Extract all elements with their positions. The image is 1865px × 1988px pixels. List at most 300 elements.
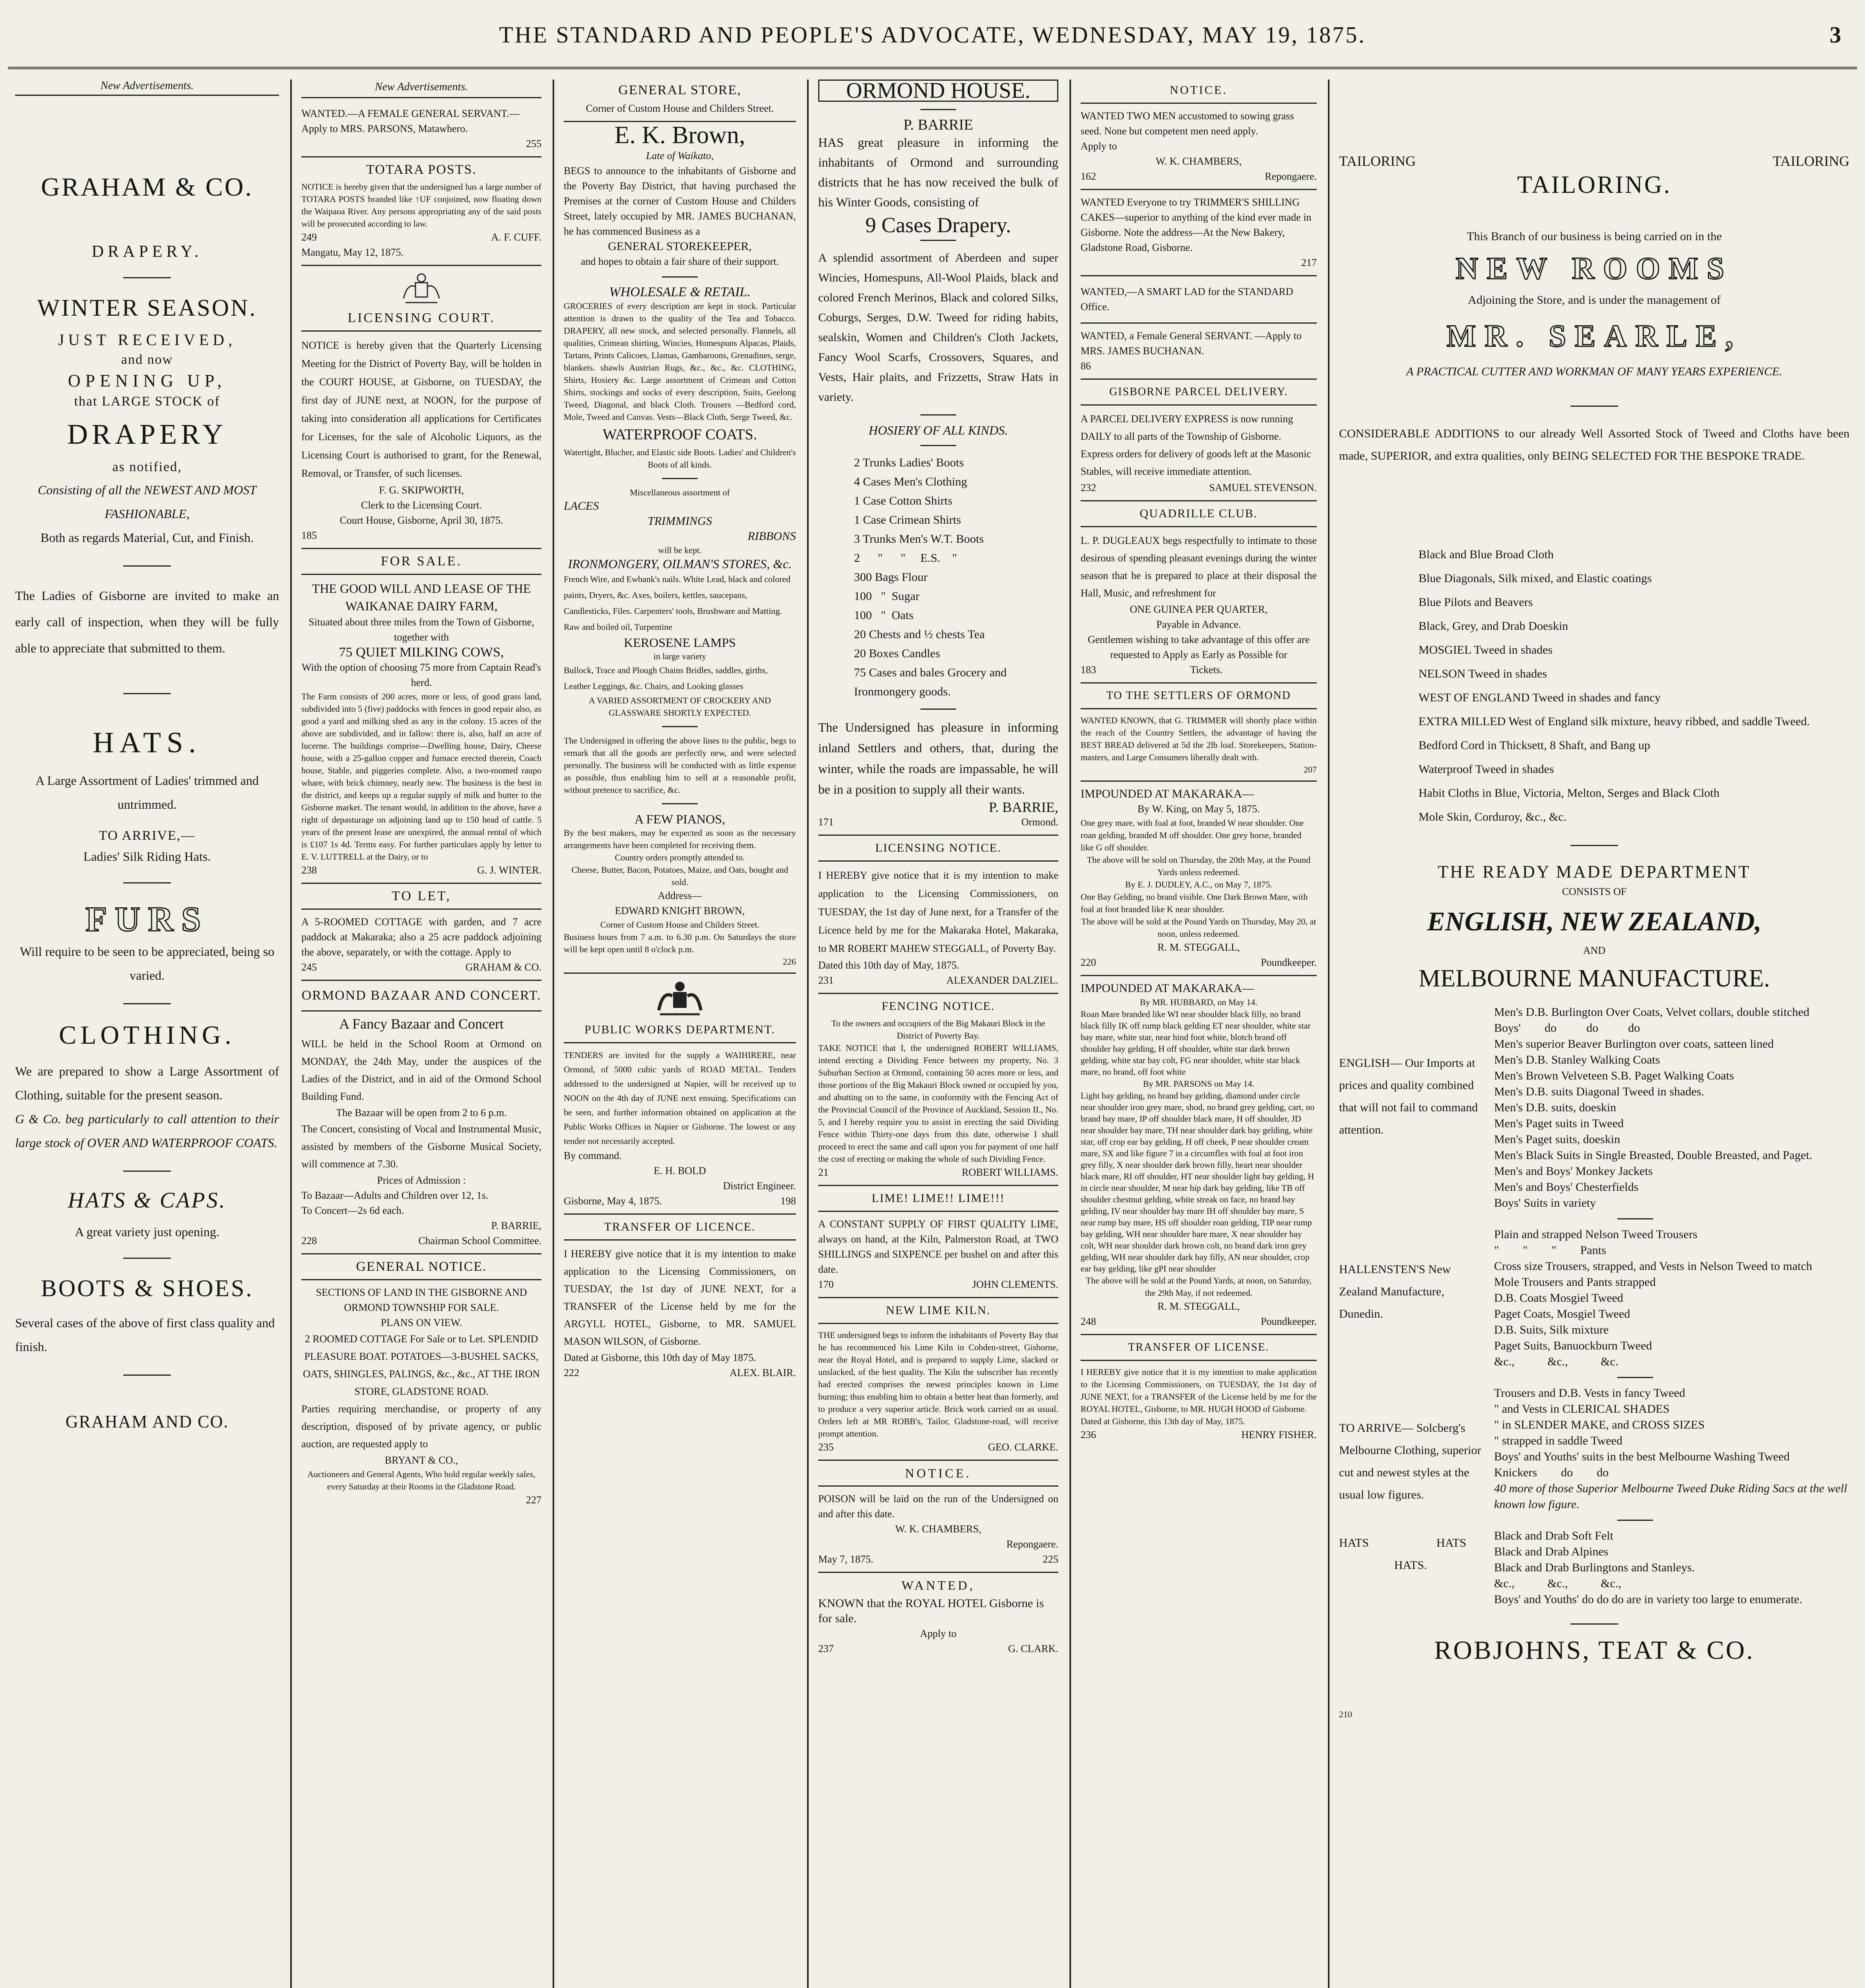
list-item: 4 Cases Men's Clothing [854,475,967,488]
impounded-text: Light bay gelding, no brand bay gelding, diamond under circle near shoulder iron grey mare, shod, no brand grey gelding, cart, no brand bay mare, IP off shoulder black mare, H off shoulder, JD near shoulder bay mare, TH near shoulder dark bay gelding, white star, off crop ear bay gelding, H off cheek, P near shoulder cream mare, SX and like figure 7 in a circumflex with foal at foot iron grey filly, X near shoulder dark brown filly, heart near shoulder black mare, RI off shoulder, HT near shoulder light bay gelding, H in circle near shoulder, M near hip dark bay gelding, like TB off shoulder chestnut gelding, white streak on face, no brand bay gelding, IV near shoulder bay mare IH off shoulder bay mare, S near rump bay mare, HS off shoulder roan gelding, TIP near rump bay gelding, WH near shoulder bare mare, X near shoulder bay colt, WH near shoulder dark brown colt, no brand dark iron grey gelding, WH near shoulder dark bay filly, AN near shoulder, crop ear bay gelding, like gPI near shoulder [1081,1091,1315,1274]
divider [818,1185,1058,1186]
to-let-text: A 5-ROOMED COTTAGE with garden, and 7 acre paddock at Makaraka; also a 25 acre paddock adjoining the above, separately, or with the cottage. Apply to [301,916,541,958]
and-label: AND [1583,945,1606,956]
column-1-graham [8,80,286,1988]
bazaar-concert: The Concert, consisting of Vocal and Instrumental Music, assisted by members of the Gisborne Musical Society, will commence at 7.30. [301,1123,541,1170]
list-item: Paget Coats, Mosgiel Tweed [1494,1307,1630,1320]
store-intro: BEGS to announce to the inhabitants of Gisborne and the Poverty Bay District, that having purchased the Premises at the corner of Custom House and Childers Street, lately occupied by MR. JAMES BUCHANAN, he has commenced Business as a [564,165,796,237]
list-item: Men's superior Beaver Burlington over coats, satteen lined [1494,1037,1774,1050]
list-item: Black and Drab Burlingtons and Stanleys. [1494,1561,1695,1574]
column-rule [1069,80,1071,1988]
general-notice-text-2: Parties requiring merchandise, or property of any description, disposed of by private agency, or public auction, are requested apply to [301,1403,541,1450]
list-item: Bedford Cord in Thicksett, 8 Shaft, and Bang up [1419,739,1650,752]
address-name: EDWARD KNIGHT BROWN, [615,905,745,916]
hats-side [1339,1528,1482,1607]
divider [662,726,698,727]
and-now: and now [121,352,173,367]
ad-number: 21 [818,1167,829,1178]
ad-number: 226 [783,957,796,967]
tailoring-heading: TAILORING. [1517,171,1672,198]
waterproof-heading: WATERPROOF COATS. [602,426,757,443]
laces-label: LACES [564,499,599,513]
list-item: " in SLENDER MAKE, and CROSS SIZES [1494,1418,1705,1431]
signature: E. H. BOLD [654,1165,706,1176]
signature: GRAHAM & CO. [465,961,541,973]
ad-number: 207 [1304,765,1317,775]
divider [123,277,171,278]
divider [920,109,956,110]
parcel-text-2: Express orders for delivery of goods left at the Masonic Stables, will receive immediate attention. [1081,448,1311,477]
ormond-intro: HAS great pleasure in informing the inhabitants of Ormond and surrounding districts that he has now received the bulk of his Winter Goods, consisting of [818,135,1058,209]
divider [662,803,698,804]
ad-number: 227 [526,1494,541,1506]
divider [123,565,171,567]
signature-role: Chairman School Committee. [418,1235,541,1246]
chains-list: Bullock, Trace and Plough Chains Bridles, saddles, girths, Leather Leggings, &c. Chairs, and Looking glasses [564,665,768,691]
ad-number: 217 [1301,257,1317,268]
notice-heading: NOTICE. [1170,83,1228,97]
ormond-house-heading: ORMOND HOUSE. [846,80,1031,103]
dateline: Court House, Gisborne, April 30, 1875. [340,514,503,526]
trimmings-label: TRIMMINGS [648,514,712,528]
hats-text: A Large Assortment of Ladies' trimmed and untrimmed. [35,773,259,812]
hats-label: HATS [1339,1536,1369,1549]
divider [301,574,541,575]
ribbons-label: RIBBONS [747,530,796,543]
impounded-heading: IMPOUNDED AT MAKARAKA— [1081,787,1254,800]
list-item: Men's D.B. Burlington Over Coats, Velvet collars, double stitched [1494,1006,1810,1019]
divider [1081,708,1317,709]
impounded-heading: IMPOUNDED AT MAKARAKA— [1081,982,1254,995]
for-sale-heading: FOR SALE. [380,554,462,569]
quadrille-gents: Gentlemen wishing to take advantage of this offer are requested to Apply as Early as Possible for [1087,634,1310,660]
column-6-robjohns [1332,80,1857,1988]
totara-text: NOTICE is hereby given that the undersigned has a large number of TOTARA POSTS branded like ↑UF conjoined, now floating down the Waipaoa River. Any persons appropriating any of the said posts will be prosecuted according to law. [301,182,541,229]
list-item: NELSON Tweed in shades [1419,667,1547,680]
hats-label: HATS [1436,1536,1466,1549]
list-item: Blue Pilots and Beavers [1419,596,1533,609]
list-item: Cross size Trousers, strapped, and Vests in Nelson Tweed to match [1494,1260,1813,1273]
impounded-text: One Bay Gelding, no brand visible. One Dark Brown Mare, with foal at foot branded like K near shoulder. [1081,892,1308,914]
ad-number: 255 [526,138,541,149]
list-item: " strapped in saddle Tweed [1494,1434,1622,1447]
for-sale-location: Situated about three miles from the Town of Gisborne, together with [309,616,534,643]
divider [818,1297,1058,1298]
signature: F. G. SKIPWORTH, [379,484,464,496]
notice-apply: Apply to [1081,140,1117,152]
list-item: D.B. Coats Mosgiel Tweed [1494,1291,1623,1305]
signature-role: Clerk to the Licensing Court. [361,499,482,511]
ad-number: 210 [1339,1709,1352,1719]
impounded-text: One grey mare, with foal at foot, branded W near shoulder. One roan gelding, branded M off shoulder. One grey horse, branded like G off shoulder. [1081,818,1304,852]
signature: R. M. STEGGALL, [1157,942,1240,953]
divider [301,980,541,981]
divider [123,1171,171,1172]
divider [1570,1623,1618,1625]
impounded-by: By MR. HUBBARD, on May 14. [1140,997,1258,1007]
column-4-ormond-house [811,80,1065,1988]
bazaar-price-2: To Concert—2s 6d each. [301,1205,404,1216]
ironmongery-heading: IRONMONGERY, OILMAN'S STORES, &c. [568,557,792,571]
signature: G. CLARK. [1008,1643,1058,1654]
divider [1570,406,1618,407]
for-sale-cows: 75 QUIET MILKING COWS, [339,645,504,660]
divider [564,973,796,974]
signature: SAMUEL STEVENSON. [1209,482,1317,493]
signature: A. F. CUFF. [491,231,541,243]
ad-number: 232 [1081,482,1096,493]
ad-number: 162 [1081,171,1096,182]
divider [1081,975,1317,976]
column-rule [807,80,809,1988]
licensing-text: NOTICE is hereby given that the Quarterly Licensing Meeting for the District of Poverty Bay, will be holden in the COURT HOUSE, at Gisborne, on TUESDAY, the first day of JUNE next, at NOON, for the purpose of taking into consideration all applications for Certificates for Licenses, for the sale of Alcoholic Liquors, as the Licensing Court is authorised to grant, for the Renewal, Removal, or Transfer, of such licenses. [301,340,541,479]
general-notice-heading: GENERAL NOTICE. [356,1259,487,1274]
bazaar-open: The Bazaar will be open from 2 to 6 p.m. [336,1107,507,1118]
bazaar-subheading: A Fancy Bazaar and Concert [339,1016,504,1032]
cloth-list [1339,543,1849,829]
kerosene-heading: KEROSENE LAMPS [624,635,736,650]
dateline: Gisborne, May 4, 1875. [564,1195,662,1207]
list-item: Knickers do do [1494,1466,1609,1479]
ad-number: 237 [818,1643,834,1654]
list-item: Men's D.B. suits, doeskin [1494,1101,1617,1114]
impounded-sold: The above will be sold at the Pound Yards on Thursday, May 20, at noon, unless redeemed. [1081,916,1316,939]
page-number: 3 [1830,22,1841,48]
ready-made-heading: THE READY MADE DEPARTMENT [1438,862,1751,881]
goods-list [818,453,1058,701]
divider [920,240,956,241]
divider [123,882,171,883]
kerosene-variety: in large variety [653,651,706,661]
signature: W. K. CHAMBERS, [895,1523,982,1535]
for-sale-title: THE GOOD WILL AND LEASE OF THE WAIKANAE DAIRY FARM, [312,581,531,613]
melbourne-heading: MELBOURNE MANUFACTURE. [1418,965,1770,992]
to-let-heading: TO LET, [392,889,451,903]
store-boots: Watertight, Blucher, and Elastic side Boots. Ladies' and Children's Boots of all kinds. [564,447,796,470]
top-rule [8,67,1857,69]
list-item: WEST OF ENGLAND Tweed in shades and fancy [1419,691,1661,704]
ad-number: 248 [1081,1316,1096,1327]
boots-text: Several cases of the above of first class quality and finish. [15,1316,275,1354]
signature-place: Ormond. [1021,816,1058,828]
divider [818,1460,1058,1461]
dateline: Dated at Gisborne, this 10th day of May 1875. [564,1352,756,1363]
dateline: Dated this 10th day of May, 1875. [818,959,960,971]
signature-place: Repongaere. [1265,171,1317,182]
wanted-apply: Apply to [920,1628,957,1639]
trimmer-cakes: WANTED Everyone to try TRIMMER'S SHILLING CAKES—superior to anything of the kind ever made in Gisborne. Note the address—At the New Bakery, Gladstone Road, Gisborne. [1081,196,1312,253]
list-item: 75 Cases and bales Grocery and Ironmongery goods. [854,666,1007,698]
list-item: Black and Drab Alpines [1494,1545,1609,1558]
fencing-sub: To the owners and occupiers of the Big Makauri Block in the District of Poverty Bay. [831,1018,1045,1041]
just-received: JUST RECEIVED, [58,331,237,349]
signature: P. BARRIE, [988,799,1058,815]
column-heading: New Advertisements. [15,80,279,96]
ad-number: 225 [1043,1553,1058,1565]
divider [301,1279,541,1280]
column-3-general-store [557,80,803,1988]
list-item: Habit Cloths in Blue, Victoria, Melton, Serges and Black Cloth [1419,786,1720,800]
list-item: Black and Drab Soft Felt [1494,1529,1613,1542]
signature-role: Auctioneers and General Agents, Who hold regular weekly sales, every Saturday at their Rooms in the Gladstone Road. [307,1469,536,1491]
divider [1081,103,1317,104]
licensing-heading: LICENSING COURT. [347,311,495,325]
list-item: Men's Paget suits in Tweed [1494,1117,1624,1130]
tailoring-left: TAILORING [1339,153,1416,169]
drapery-label: DRAPERY. [91,243,203,261]
list-item: Men's D.B. suits Diagonal Tweed in shades. [1494,1085,1704,1098]
column-2-notices [294,80,549,1988]
divider [1617,1377,1653,1378]
divider [1617,1520,1653,1521]
pianos-heading: A FEW PIANOS, [635,812,725,826]
divider [123,693,171,694]
divider [1081,189,1317,190]
list-item: &c., &c., &c. [1494,1355,1619,1368]
transfer-heading: TRANSFER OF LICENSE. [1128,1341,1269,1353]
list-item: 100 " Oats [854,609,914,622]
list-item: EXTRA MILLED West of England silk mixture, heavy ribbed, and saddle Tweed. [1419,715,1810,728]
licensing-notice-text: I HEREBY give notice that it is my intention to make application to the Licensing Commissioners, on TUESDAY, the 1st day of June next, for a Transfer of the Licence held by me for the Makaraka Hotel, Makaraka, to MR ROBERT MAHEW STEGGALL, of Poverty Bay. [818,870,1058,954]
as-notified: as notified, [112,460,182,474]
list-item: Men's D.B. Stanley Walking Coats [1494,1053,1660,1066]
large-stock: that LARGE STOCK of [74,394,220,409]
footer-firm: GRAHAM AND CO. [65,1412,229,1431]
tailoring-corners [1339,151,1849,171]
lime-heading: LIME! LIME!! LIME!!! [871,1192,1005,1205]
licensing-notice-heading: LICENSING NOTICE. [875,841,1001,854]
to-arrive: TO ARRIVE,— [99,828,196,843]
english-list [1494,1004,1849,1211]
material-text: Both as regards Material, Cut, and Finish. [41,530,254,545]
transfer-text: I HEREBY give notice that it is my intention to make application to the Licensing Commissioners, on TUESDAY, the 1st day of JUNE NEXT, for a TRANSFER of the License held by me for the ARGYLL HOTEL, Gisborne, to MR. SAMUEL MASON WILSON, of Gisborne. [564,1248,796,1347]
divider [818,1211,1058,1212]
quadrille-tickets: Tickets. [1190,664,1223,676]
divider [564,1239,796,1241]
pianos-text: By the best makers, may be expected as soon as the necessary arrangements have been completed for receiving them. [564,828,796,850]
divider [818,1323,1058,1324]
adjoining-text: Adjoining the Store, and is under the management of [1468,293,1721,307]
list-item: 3 Trunks Men's W.T. Boots [854,532,984,546]
clothing-heading: CLOTHING. [59,1021,235,1050]
clothing-text-2: G & Co. beg particularly to call attention to their large stock of OVER AND WATERPROOF COATS. [15,1112,279,1150]
dateline: Dated at Gisborne, this 13th day of May, 1875. [1081,1416,1245,1426]
list-item: 300 Bags Flour [854,571,928,584]
signature: P. BARRIE, [491,1220,541,1231]
list-item: Men's Brown Velveteen S.B. Paget Walking Coats [1494,1069,1734,1082]
general-notice-plans: PLANS ON VIEW. [380,1317,462,1328]
divider [123,1003,171,1004]
ad-number: 185 [301,530,317,541]
winter-season: WINTER SEASON. [37,295,257,321]
signature: ROBERT WILLIAMS. [961,1167,1058,1178]
wanted-servant: WANTED.—A FEMALE GENERAL SERVANT.— Apply to MRS. PARSONS, Matawhero. [301,108,520,134]
ad-number: 220 [1081,957,1096,968]
firm-name: GRAHAM & CO. [41,173,253,202]
column-rule [553,80,554,1988]
ad-number: 170 [818,1279,834,1290]
bazaar-heading: ORMOND BAZAAR AND CONCERT. [301,988,541,1003]
produce-text: Cheese, Butter, Bacon, Potatoes, Maize, and Oats, bought and sold. [571,865,788,887]
store-heading: GENERAL STORE, [618,83,741,97]
signature-role: District Engineer. [723,1180,796,1192]
divider [1081,1360,1317,1361]
arrive-section [1339,1385,1849,1512]
hats-heading: HATS. [93,726,202,759]
divider [920,414,956,415]
quadrille-heading: QUADRILLE CLUB. [1139,507,1258,520]
divider [301,1253,541,1254]
divider [123,1258,171,1259]
hats-caps-text: A great variety just opening. [75,1225,219,1239]
for-sale-option: With the option of choosing 75 more from Captain Read's herd. [301,662,541,688]
ad-number: 183 [1081,664,1096,676]
divider [1081,404,1317,406]
list-item: Paget Suits, Banuockburn Tweed [1494,1339,1652,1352]
signature: R. M. STEGGALL, [1157,1301,1240,1312]
impounded-text: Roan Mare branded like WI near shoulder black filly, no brand black filly IK off rump black gelding ET near shoulder, white star bay mare, white star, near hind foot white, blotch brand off shoulder bay gelding, H off shoulder, white star dark brown gelding, white star bay colt, FG near shoulder, white star black mare, no brand, off foot white [1081,1009,1311,1077]
consists-of: CONSISTS OF [1562,886,1627,897]
address-label: Address— [658,890,702,901]
ad-number: 245 [301,961,317,973]
impounded-by: By W. King, on May 5, 1875. [1137,803,1260,815]
signature: JOHN CLEMENTS. [972,1279,1058,1290]
drapery-big: DRAPERY [67,418,227,450]
divider [662,478,698,479]
divider [818,1572,1058,1573]
boots-heading: BOOTS & SHOES. [41,1275,254,1301]
store-offering: The Undersigned in offering the above lines to the public, begs to remark that all the goods are perfectly new, and were selected personally. The business will be conducted with as little expense as possible, thus enabling him to sell at a reasonable profit, without pretence to sacrifice, &c. [564,736,796,795]
totara-heading: TOTARA POSTS. [366,162,477,177]
store-hopes: and hopes to obtain a fair share of their support. [580,256,779,267]
store-owner-late: Late of Waikato, [646,150,714,161]
signature-place: Repongaere. [1006,1538,1058,1550]
divider [1081,275,1317,276]
divider [818,1485,1058,1487]
signature-role: Poundkeeper. [1261,957,1317,968]
bazaar-price-1: To Bazaar—Adults and Children over 12, 1s. [301,1190,489,1201]
list-item: Men's and Boys' Chesterfields [1494,1180,1639,1194]
list-item: Black, Grey, and Drab Doeskin [1419,619,1568,633]
ladies-invite: The Ladies of Gisborne are invited to make an early call of inspection, when they will be fully able to appreciate that submitted to them. [15,588,279,655]
ormond-undersigned: The Undersigned has pleasure in informing inland Settlers and others, that, during the winter, while the roads are impassable, he will be in a position to supply all their wants. [818,720,1058,796]
list-item: Men's Black Suits in Single Breasted, Double Breasted, and Paget. [1494,1149,1813,1162]
hats-section [1339,1528,1849,1607]
ad-number: 235 [818,1441,834,1453]
public-works-heading: PUBLIC WORKS DEPARTMENT. [584,1023,775,1036]
considerable-text: CONSIDERABLE ADDITIONS to our already Well Assorted Stock of Tweed and Cloths have been made, SUPERIOR, and extra qualities, only BEING SELECTED FOR THE BESPOKE TRADE. [1339,427,1849,462]
settlers-text: WANTED KNOWN, that G. TRIMMER will shortly place within the reach of the Country Settlers, the advantage of having the BEST BREAD delivered at 5d the 2lb loaf. Storekeepers, Station-masters, and Large Consumers liberally dealt with. [1081,715,1317,762]
list-item: 1 Case Cotton Shirts [854,494,953,507]
settlers-heading: TO THE SETTLERS OF ORMOND [1106,689,1291,702]
store-owner: E. K. Brown, [614,122,745,149]
divider [301,156,541,157]
branch-text: This Branch of our business is being carried on in the [1467,230,1722,243]
store-goods: GROCERIES of every description are kept in stock. Particular attention is drawn to the quality of the Tea and Tobacco. DRAPERY, all new stock, and selected personally. Flannels, all qualities, Crimean shirting, Wincies, Homespuns Alpacas, Plaids, Tartans, Prints Calicoes, Llamas, Gambaroons, Grenadines, serge, blankets. shawls Austrian Rugs, &c., &c., &c. CLOTHING, Shirts, Hosiery &c. Large assortment of Crimean and Cotton Shirts, stockings and socks of every description, Suits, Geelong Tweed, Diagonal, and black Cloth. Trousers —Bedford cord, Mole, Tweed and Canvas. Vests—Black Cloth, Serge Tweed, &c. [564,301,796,422]
list-item: Plain and strapped Nelson Tweed Trousers [1494,1228,1698,1241]
transfer-heading: TRANSFER OF LICENCE. [604,1220,756,1233]
transfer-text: I HEREBY give notice that it is my intention to make application to the Licensing Commissioners, on TUESDAY, the 1st day of JUNE NEXT, for a TRANSFER of the License held by me for the ROYAL HOTEL, Gisborne, to MR. HUGH HOOD of Gisborne. [1081,1367,1317,1414]
list-item: Men's and Boys' Monkey Jackets [1494,1165,1653,1178]
english-section [1339,1004,1849,1211]
divider [1570,845,1618,846]
impounded-by: By MR. PARSONS on May 14. [1143,1079,1254,1089]
list-item: 20 Boxes Candles [854,647,940,660]
list-item: 20 Chests and ½ chests Tea [854,628,985,641]
lime-text: A CONSTANT SUPPLY OF FIRST QUALITY LIME, always on hand, at the Kiln, Palmerston Road, at TWO SHILLINGS and SIXPENCE per bushel on and after this date. [818,1218,1058,1275]
list-item: D.B. Suits, Silk mixture [1494,1323,1609,1336]
list-item: &c., &c., &c., [1494,1577,1621,1590]
signature: G. J. WINTER. [477,864,541,876]
tenders-text: TENDERS are invited for the supply a WAIHIRERE, near Ormond, of 5000 cubic yards of ROAD METAL. Tenders addressed to the undersigned at Napier, will be received up to NOON on the 4th day of JUNE next ensuing. Specifications can be seen, and further information obtained on application at the Public Works Offices in Napier or Gisborne. The lowest or any tender not necessarily accepted. [564,1050,796,1146]
arrive-side: TO ARRIVE— Solcberg's Melbourne Clothing, superior cut and newest styles at the usual low figures. [1339,1421,1481,1501]
masthead-title: THE STANDARD AND PEOPLE'S ADVOCATE, WEDNESDAY, MAY 19, 1875. [499,22,1366,48]
column-heading: New Advertisements. [301,80,541,98]
divider [301,909,541,910]
signature: W. K. CHAMBERS, [1155,155,1242,167]
signature-role: Poundkeeper. [1261,1316,1317,1327]
divider [1081,526,1317,527]
divider [301,330,541,332]
clothing-text: We are prepared to show a Large Assortment of Clothing, suitable for the present season. [15,1064,279,1102]
list-item: Trousers and D.B. Vests in fancy Tweed [1494,1386,1685,1400]
furs-text: Will require to be seen to be appreciated, being so varied. [19,944,275,982]
quadrille-text: L. P. DUGLEAUX begs respectfully to intimate to those desirous of spending pleasant evenings during the winter season that he is prepared to place at their disposal the Hall, Music, and refreshment for [1081,535,1317,599]
list-item: Boys' and Youths' do do do are in variety too large to enumerate. [1494,1593,1803,1606]
divider [301,1010,541,1011]
fencing-text: TAKE NOTICE that I, the undersigned ROBERT WILLIAMS, intend erecting a Dividing Fence between my property, No. 3 Suburban Section at Ormond, containing 50 acres more or less, and those portions of the Big Makauri Block owned or occupied by you, and abutting on to the same, in conformity with the Fencing Act of the Provincial Council of the Province of Auckland, Session II., No. 5, and I hereby require you to assist in erecting the said Dividing Fence within Thirty-one days from this date, otherwise I shall proceed to erect the same and call upon you for payment of one half the cost of erecting or making the whole of such Dividing Fence. [818,1043,1058,1164]
royal-crest-icon [400,271,443,307]
parcel-heading: GISBORNE PARCEL DELIVERY. [1109,386,1288,398]
quadrille-price: ONE GUINEA PER QUARTER, [1129,604,1268,615]
searle-heading: MR. SEARLE, [1446,318,1742,353]
list-item: 2 " " E.S. " [854,551,957,565]
divider [301,883,541,884]
ad-number: 222 [564,1367,579,1378]
divider [123,1375,171,1376]
list-item: Black and Blue Broad Cloth [1419,548,1554,561]
hallen-section [1339,1227,1849,1370]
ironmongery-list: French Wire, and Ewbank's nails. White Lead, black and colored paints, Dryers, &c. Axes, boilers, kettles, saucepans, Candlesticks, Files. Carpenters' tools, Brushware and Matting. Raw and boiled oil, Turpentine [564,574,791,632]
divider [301,548,541,549]
ad-number: 171 [818,816,834,828]
signature: HENRY FISHER. [1241,1429,1317,1441]
store-misc: Miscellaneous assortment of [630,487,730,497]
consisting-text: Consisting of all the NEWEST AND MOST FASHIONABLE, [38,483,256,521]
impounded-sold: The above will be sold at the Pound Yards, at noon, on Saturday, the 29th May, if not redeemed. [1085,1276,1312,1298]
hallen-list [1494,1227,1849,1370]
address-corner: Corner of Custom House and Childers Street. [600,920,760,930]
hosiery-heading: HOSIERY OF ALL KINDS. [868,423,1008,437]
kiln-heading: NEW LIME KILN. [886,1304,991,1317]
notice-heading: NOTICE. [905,1466,972,1480]
arrive-list [1494,1385,1849,1512]
cases-drapery: 9 Cases Drapery. [865,213,1011,237]
kiln-text: THE undersigned begs to inform the inhabitants of Poverty Bay that he has recommenced his Lime Kiln in Cobden-street, Gisborne, near the Royal Hotel, and is prepared to supply Lime, slacked or unslacked, of the best quality. The Kiln the subscriber has recently had erected comprises the newest principles known in Lime burning; thus enabling him to obtain a better heat than formerly, and to produce a very superior article. Brick work carried on as usual. Orders left at MR ROBB's, Tailor, Gladstone-road, will receive prompt attention. [818,1330,1058,1439]
bazaar-text: WILL be held in the School Room at Ormond on MONDAY, the 24th May, under the auspices of the Ladies of the District, and in aid of the Ormond School Building Fund. [301,1038,541,1102]
list-item: Mole Trousers and Pants strapped [1494,1276,1656,1289]
impounded-sold: The above will be sold on Thursday, the 20th May, at the Pound Yards unless redeemed. [1087,855,1311,877]
store-kept: will be kept. [658,545,702,555]
general-notice-items: 2 ROOMED COTTAGE For Sale or to Let. SPLENDID PLEASURE BOAT. POTATOES—3-BUSHEL SACKS, OATS, SHINGLES, PALINGS, &c., &c., AT THE IRON STORE, GLADSTONE ROAD. [303,1333,540,1397]
opening-up: OPENING UP, [68,371,227,390]
english-side: ENGLISH— Our Imports at prices and quality combined that will not fail to command attention. [1339,1056,1478,1136]
general-notice-text: SECTIONS OF LAND IN THE GISBORNE AND ORMOND TOWNSHIP FOR SALE. [316,1287,527,1313]
smart-lad: WANTED,—A SMART LAD for the STANDARD Office. [1081,286,1293,313]
parcel-text: A PARCEL DELIVERY EXPRESS is now running DAILY to all parts of the Township of Gisborne. [1081,413,1293,442]
robjohns-firm: ROBJOHNS, TEAT & CO. [1434,1636,1754,1665]
ad-number: 231 [818,975,834,986]
